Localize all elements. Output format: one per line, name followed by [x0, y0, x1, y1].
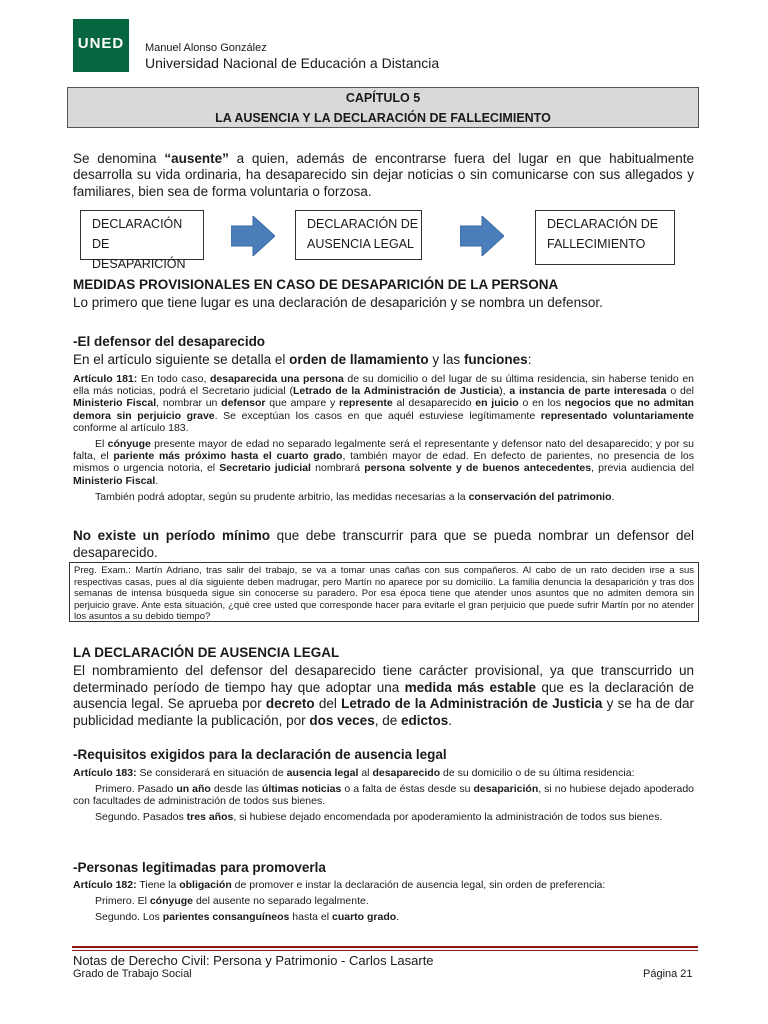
arrow-shape [460, 216, 504, 256]
subheading-defensor: -El defensor del desaparecido [73, 334, 266, 349]
flow-box-desaparicion: DECLARACIÓN DE DESAPARICIÓN [80, 210, 204, 260]
subheading-legitimadas: -Personas legitimadas para promoverla [73, 860, 326, 875]
chapter-title-box [67, 87, 699, 128]
logo-text: UNED [77, 35, 125, 52]
art183-p2: Primero. Pasado un año desde las últimas noticias o a falta de éstas desde su desaparición, si no hubiese dejado apoderado con facultades de administración de todos sus bienes. [73, 783, 694, 808]
chapter-title: LA AUSENCIA Y LA DECLARACIÓN DE FALLECIMIENTO [215, 111, 551, 125]
art183-p3: Segundo. Pasados tres años, si hubiese dejado encomendada por apoderamiento la administración de todos sus bienes. [95, 811, 663, 823]
footer-title: Notas de Derecho Civil: Persona y Patrimonio - Carlos Lasarte [73, 953, 434, 968]
exam-question-box: Preg. Exam.: Martín Adriano, tras salir del trabajo, se va a tomar unas cañas con sus compañeros. Al cabo de un rato deciden irse a sus respectivas casas, pues al día siguiente deben madrugar, pero Martín no aparece por su domicilio. La familia denuncia la desaparición y tras dos semanas de intensa búsqueda sigue sin conocerse su paradero. Por esa época tiene que atender unos asuntos que no admiten demora sin perjuicio grave. Ante esta situación, ¿qué cree usted que corresponde hacer para evitarle el gran perjuicio que puede sufrir Martín por no atender los asuntos a su debido tiempo? [69, 562, 699, 622]
footer-rule-thin [72, 950, 698, 951]
medidas-text: Lo primero que tiene lugar es una declaración de desaparición y se nombra un defensor. [73, 295, 603, 310]
section-heading-ausencia: LA DECLARACIÓN DE AUSENCIA LEGAL [73, 645, 340, 660]
art181-p2: El cónyuge presente mayor de edad no separado legalmente será el representante y defensor nato del desaparecido; y por su falta, el pariente más próximo hasta el cuarto grado, también mayor de edad. En defecto de parientes, no presencia de los mismos o urgencia notoria, el Secretario judicial nombrará persona solvente y de buenos antecedentes, previa audiencia del Ministerio Fiscal. [73, 438, 695, 487]
art181-p3: También podrá adoptar, según su prudente arbitrio, las medidas necesarias a la conservación del patrimonio. [95, 491, 615, 503]
section-heading-medidas: MEDIDAS PROVISIONALES EN CASO DE DESAPARICIÓN DE LA PERSONA [73, 277, 559, 292]
subheading-requisitos: -Requisitos exigidos para la declaración de ausencia legal [73, 747, 447, 762]
defensor-text: En el artículo siguiente se detalla el orden de llamamiento y las funciones: [73, 352, 532, 367]
page-number: Página 21 [643, 968, 693, 980]
flow-box-ausencia-legal: DECLARACIÓN DE AUSENCIA LEGAL [295, 210, 422, 260]
footer-subtitle: Grado de Trabajo Social [73, 968, 192, 980]
university-name: Universidad Nacional de Educación a Distancia [145, 55, 440, 71]
arrow-shape [231, 216, 275, 256]
art182-p2: Primero. El cónyuge del ausente no separado legalmente. [95, 895, 369, 907]
intro-paragraph: Se denomina “ausente” a quien, además de encontrarse fuera del lugar en que habitualmente desarrolla su vida ordinaria, ha desaparecido sin dejar noticias o sin comunicarse con sus allegados y familiares, bien sea de forma voluntaria o forzosa. [73, 151, 694, 199]
author-name: Manuel Alonso González [145, 42, 267, 54]
arrow-right-icon [231, 216, 275, 256]
art181-p1: Artículo 181: En todo caso, desaparecida una persona de su domicilio o del lugar de su última residencia, sin haberse tenido en ella más noticias, podrá el Secretario judicial (Letrado de la Administración de Justicia), a instancia de parte interesada o del Ministerio Fiscal, nombrar un defensor que ampare y represente al desaparecido en juicio o en los negocios que no admitan demora sin perjuicio grave. Se exceptúan los casos en que aquél estuviese legítimamente representado voluntariamente conforme al artículo 183. [73, 373, 695, 434]
uned-logo [73, 19, 129, 72]
footer-rule [72, 946, 698, 948]
art183-p1: Artículo 183: Se considerará en situación de ausencia legal al desaparecido de su domicilio o de su última residencia: [73, 767, 635, 779]
ausente-term: “ausente” [164, 151, 229, 166]
chapter-number: CAPÍTULO 5 [345, 91, 421, 105]
arrow-right-icon [460, 216, 504, 256]
ausencia-text: El nombramiento del defensor del desaparecido tiene carácter provisional, ya que transcurrido un determinado período de tiempo hay que adoptar una medida más estable que es la declaración de ausencia legal. Se aprueba por decreto del Letrado de la Administración de Justicia y se ha de dar publicidad mediante la publicación, por dos veces, de edictos. [73, 663, 694, 728]
art182-p3: Segundo. Los parientes consanguíneos hasta el cuarto grado. [95, 911, 400, 923]
art182-p1: Artículo 182: Tiene la obligación de promover e instar la declaración de ausencia legal, sin orden de preferencia: [73, 879, 606, 891]
periodo-text: No existe un período mínimo que debe transcurrir para que se pueda nombrar un defensor del desaparecido. [73, 528, 694, 560]
flow-box-fallecimiento: DECLARACIÓN DE FALLECIMIENTO [535, 210, 675, 265]
